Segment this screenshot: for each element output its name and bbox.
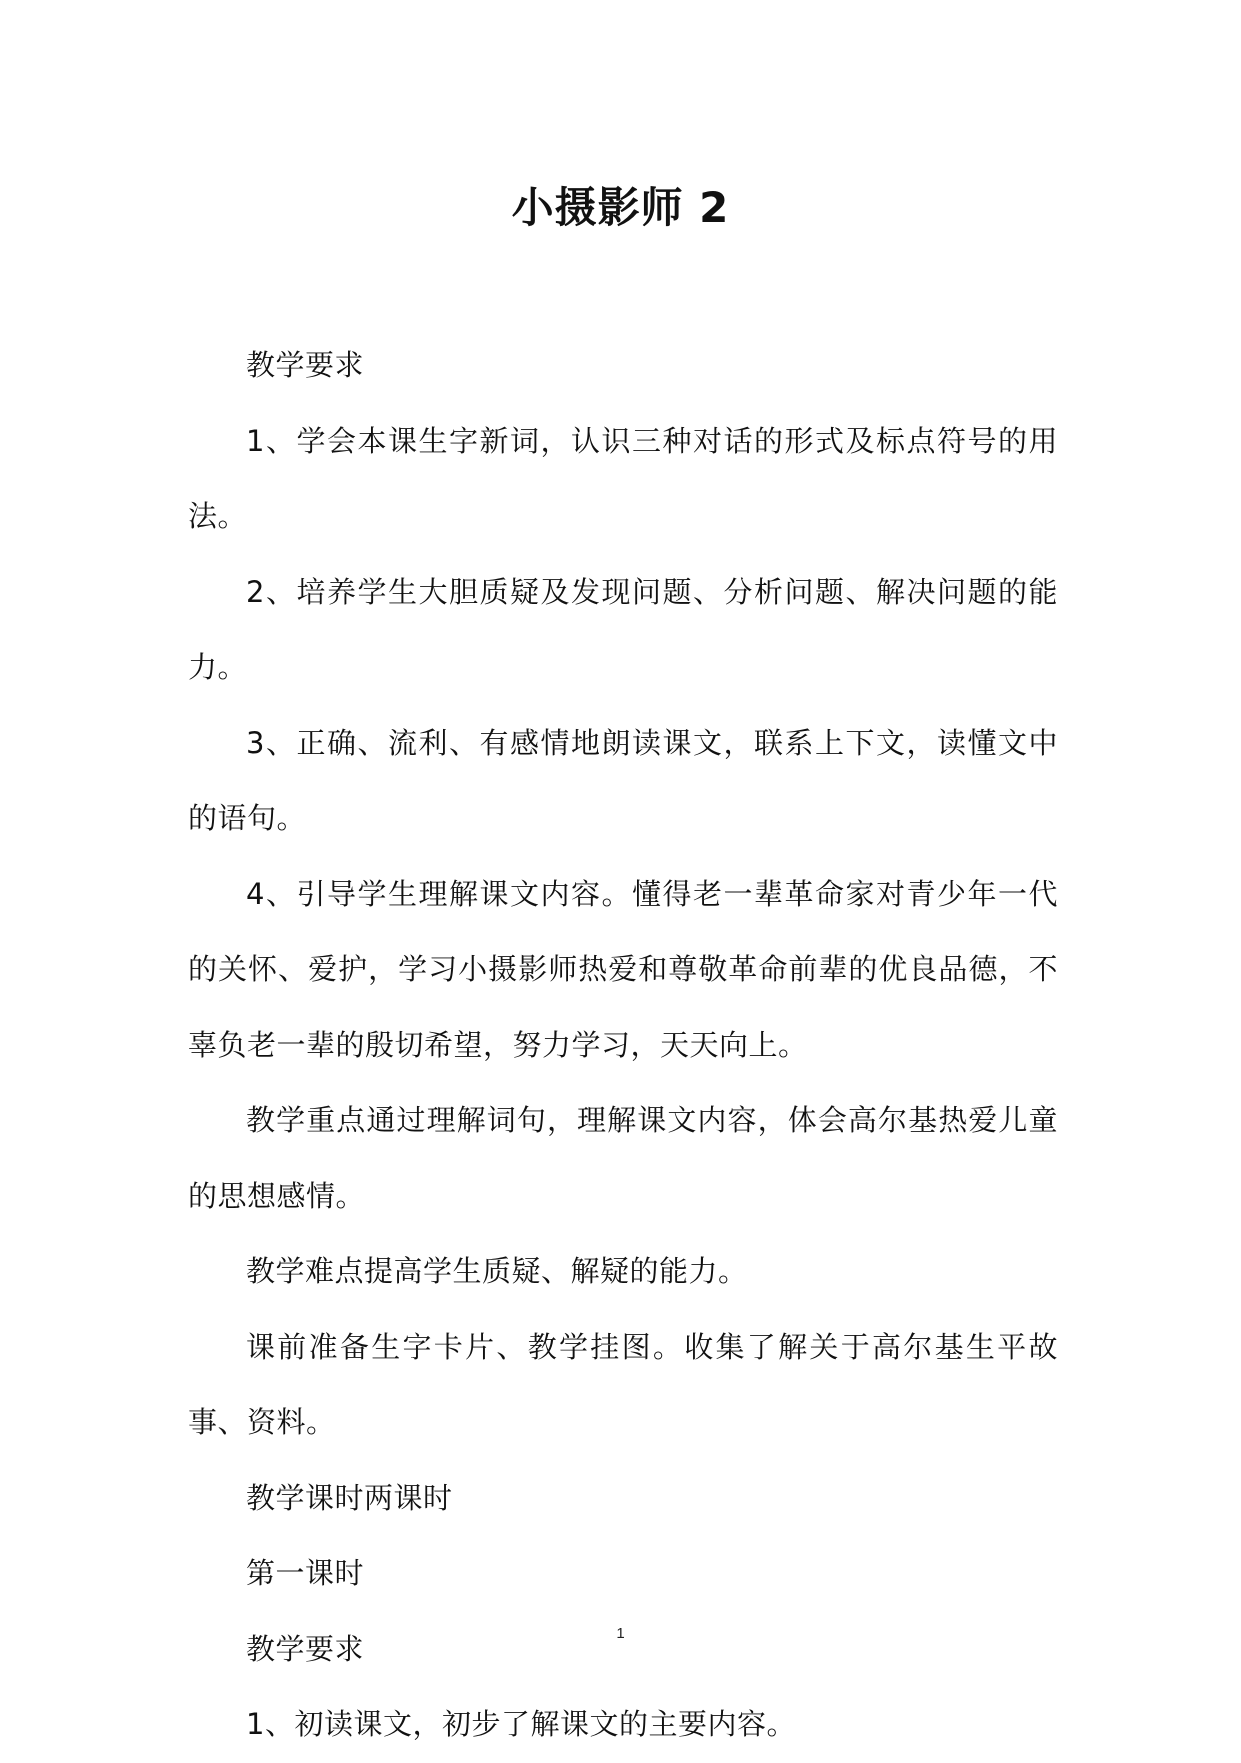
- paragraph-teaching-requirements: 教学要求: [246, 348, 365, 382]
- page-number: 1: [616, 1625, 625, 1642]
- paragraph-requirement-1: 1、学会本课生字新词，认识三种对话的形式及标点符号的用法。: [188, 423, 1058, 533]
- paragraph-requirement-4: 4、引导学生理解课文内容。懂得老一辈革命家对青少年一代的关怀、爱护，学习小摄影师热爱和尊敬革命前辈的优良品德，不辜负老一辈的殷切希望，努力学习，天天向上。: [188, 876, 1058, 1062]
- paragraph-teaching-requirements-2: 教学要求: [246, 1631, 365, 1666]
- paragraph-requirement-2: 2、培养学生大胆质疑及发现问题、分析问题、解决问题的能力。: [188, 574, 1058, 684]
- paragraph-preparation: 课前准备生字卡片、教学挂图。收集了解关于高尔基生平故事、资料。: [188, 1329, 1058, 1439]
- paragraph-class-hours: 教学课时两课时: [246, 1480, 453, 1515]
- document-body: [188, 328, 1058, 1763]
- paragraph-teaching-focus: 教学重点通过理解词句，理解课文内容，体会高尔基热爱儿童的思想感情。: [188, 1103, 1058, 1213]
- paragraph-first-lesson: 第一课时: [246, 1556, 365, 1590]
- document-title: 小摄影师 2: [511, 183, 730, 233]
- paragraph-requirement-3: 3、正确、流利、有感情地朗读课文，联系上下文，读懂文中的语句。: [188, 725, 1058, 835]
- paragraph-teaching-difficulty: 教学难点提高学生质疑、解疑的能力。: [246, 1254, 748, 1288]
- paragraph-first-lesson-requirement-1: 1、初读课文，初步了解课文的主要内容。: [246, 1707, 796, 1741]
